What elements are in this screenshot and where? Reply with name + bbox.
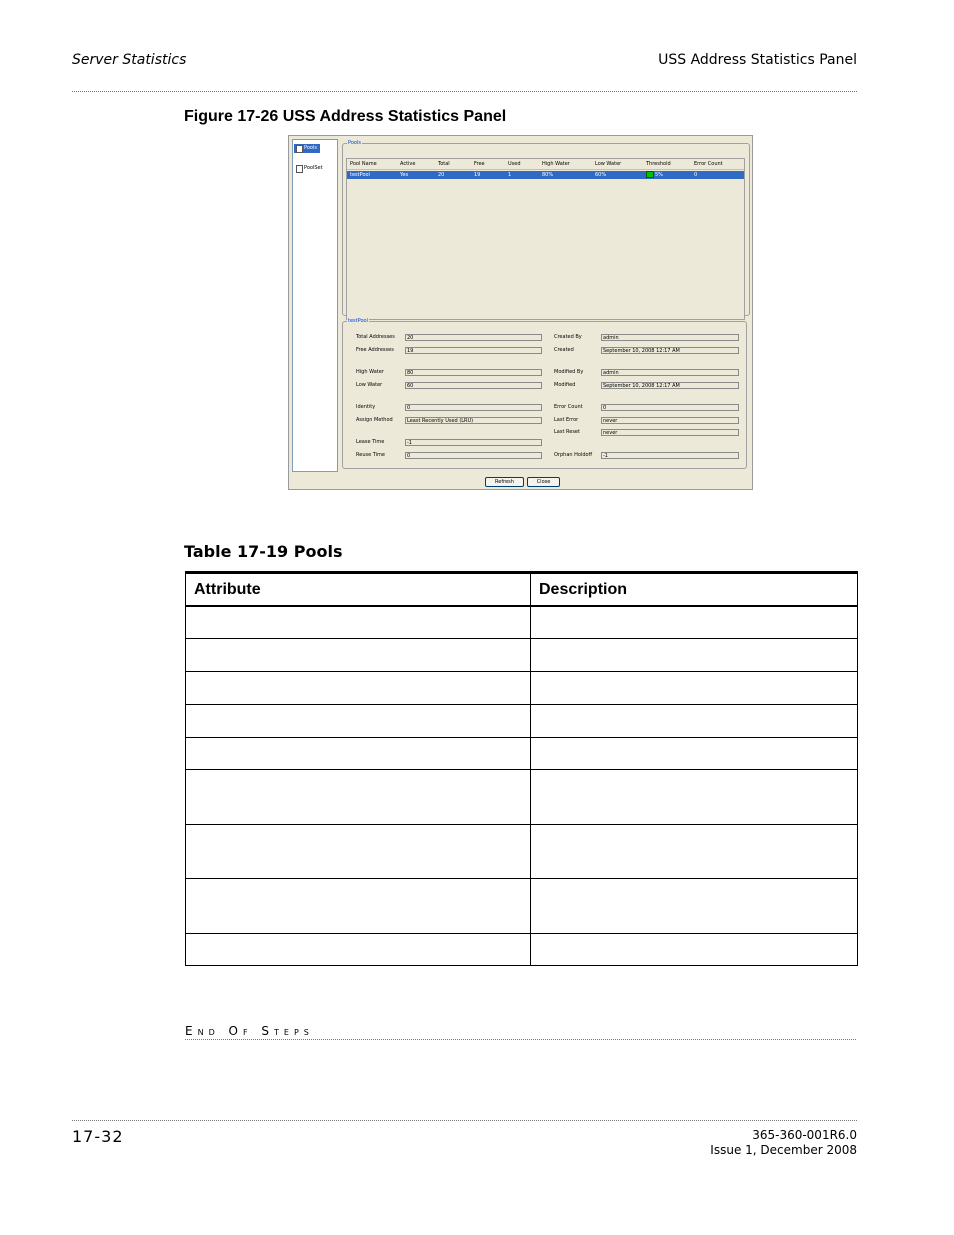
tree-item-label: Pools <box>304 145 317 151</box>
description-cell <box>531 671 858 704</box>
column-header-total[interactable]: Total <box>438 161 450 167</box>
column-header-pool-name[interactable]: Pool Name <box>350 161 377 167</box>
created-by-field[interactable]: admin <box>601 334 739 341</box>
description-cell <box>531 824 858 878</box>
description-cell <box>531 638 858 671</box>
cell-error-count: 0 <box>694 172 698 178</box>
document-icon <box>296 145 303 153</box>
column-header-low-water[interactable]: Low Water <box>595 161 622 167</box>
cell-used: 1 <box>508 172 512 178</box>
total-addresses-field[interactable]: 20 <box>405 334 542 341</box>
end-of-steps-label: End Of Steps <box>185 1024 314 1038</box>
threshold-status-icon <box>646 171 654 178</box>
field-label: Last Reset <box>554 429 580 435</box>
column-header-error-count[interactable]: Error Count <box>694 161 723 167</box>
low-water-field[interactable]: 60 <box>405 382 542 389</box>
attribute-cell <box>186 606 531 638</box>
document-id: 365-360-001R6.0 <box>752 1128 857 1142</box>
field-label: Modified By <box>554 369 584 375</box>
pool-detail-group-title: testPool <box>348 318 368 324</box>
orphan-holdoff-field[interactable]: -1 <box>601 452 739 459</box>
high-water-field[interactable]: 80 <box>405 369 542 376</box>
error-count-field[interactable]: 0 <box>601 404 739 411</box>
table-row <box>186 824 858 878</box>
cell-total: 20 <box>438 172 445 178</box>
tree-item-pools[interactable] <box>294 144 320 153</box>
free-addresses-field[interactable]: 19 <box>405 347 542 354</box>
description-cell <box>531 878 858 933</box>
description-cell <box>531 933 858 965</box>
field-label: Assign Method <box>356 417 393 423</box>
attribute-cell <box>186 704 531 737</box>
description-cell <box>531 606 858 638</box>
header-divider <box>347 169 744 170</box>
end-of-steps-rule <box>185 1039 856 1040</box>
page-number: 17-32 <box>72 1127 124 1146</box>
field-label: Reuse Time <box>356 452 386 458</box>
created-field[interactable]: September 10, 2008 12:17 AM <box>601 347 739 354</box>
footer-doc-info <box>710 1128 857 1158</box>
figure-caption: Figure 17-26 USS Address Statistics Panel <box>184 108 507 125</box>
threshold-value: 5% <box>655 172 663 178</box>
refresh-button[interactable]: Refresh <box>485 477 524 487</box>
table-row <box>186 933 858 965</box>
attribute-cell <box>186 824 531 878</box>
last-reset-field[interactable]: never <box>601 429 739 436</box>
field-label: Orphan Holdoff <box>554 452 593 458</box>
field-label: Identity <box>356 404 376 410</box>
table-row <box>186 671 858 704</box>
table-row <box>186 638 858 671</box>
last-error-field[interactable]: never <box>601 417 739 424</box>
description-cell <box>531 704 858 737</box>
uss-address-statistics-panel <box>288 135 753 490</box>
field-label: High Water <box>356 369 384 375</box>
cell-free: 19 <box>474 172 481 178</box>
column-header-high-water[interactable]: High Water <box>542 161 570 167</box>
footer-rule <box>72 1120 857 1121</box>
field-label: Lease Time <box>356 439 385 445</box>
column-header-used[interactable]: Used <box>508 161 521 167</box>
tree-item-poolset[interactable] <box>294 164 326 173</box>
attribute-cell <box>186 933 531 965</box>
tree-item-label: PoolSet <box>304 165 323 171</box>
table-row <box>186 769 858 824</box>
cell-low-water: 60% <box>595 172 607 178</box>
lease-time-field[interactable]: -1 <box>405 439 542 446</box>
attribute-cell <box>186 769 531 824</box>
header-attribute: Attribute <box>186 573 531 607</box>
field-label: Free Addresses <box>356 347 394 353</box>
attribute-cell <box>186 671 531 704</box>
running-header-title: USS Address Statistics Panel <box>658 52 857 68</box>
modified-field[interactable]: September 10, 2008 12:17 AM <box>601 382 739 389</box>
pools-table-doc <box>185 571 858 966</box>
running-header-section: Server Statistics <box>72 52 187 68</box>
table-row <box>186 704 858 737</box>
pools-group-title: Pools <box>348 140 361 146</box>
pools-group <box>342 140 750 316</box>
cell-active: Yes <box>400 172 409 178</box>
field-label: Error Count <box>554 404 583 410</box>
navigation-tree <box>292 139 338 472</box>
column-header-free[interactable]: Free <box>474 161 485 167</box>
column-header-threshold[interactable]: Threshold <box>646 161 671 167</box>
attribute-cell <box>186 737 531 769</box>
table-header-row <box>186 573 858 607</box>
table-row <box>186 878 858 933</box>
cell-high-water: 80% <box>542 172 554 178</box>
field-label: Modified <box>554 382 576 388</box>
field-label: Low Water <box>356 382 383 388</box>
close-button[interactable]: Close <box>527 477 560 487</box>
cell-threshold <box>645 171 663 179</box>
pools-table <box>346 158 745 320</box>
table-row[interactable] <box>347 171 744 179</box>
document-icon <box>296 165 303 173</box>
table-row <box>186 737 858 769</box>
field-label: Last Error <box>554 417 579 423</box>
field-label: Created By <box>554 334 582 340</box>
cell-pool-name: testPool <box>350 172 370 178</box>
header-description: Description <box>531 573 858 607</box>
table-caption: Table 17-19 Pools <box>184 542 343 561</box>
field-label: Created <box>554 347 574 353</box>
description-cell <box>531 769 858 824</box>
identity-field[interactable]: 0 <box>405 404 542 411</box>
reuse-time-field[interactable]: 0 <box>405 452 542 459</box>
field-label: Total Addresses <box>356 334 395 340</box>
modified-by-field[interactable]: admin <box>601 369 739 376</box>
table-row <box>186 606 858 638</box>
attribute-cell <box>186 638 531 671</box>
description-cell <box>531 737 858 769</box>
column-header-active[interactable]: Active <box>400 161 416 167</box>
pool-detail-group <box>342 318 747 469</box>
attribute-cell <box>186 878 531 933</box>
assign-method-field[interactable]: Least Recently Used (LRU) <box>405 417 542 424</box>
issue-date: Issue 1, December 2008 <box>710 1143 857 1157</box>
header-rule <box>72 91 857 92</box>
